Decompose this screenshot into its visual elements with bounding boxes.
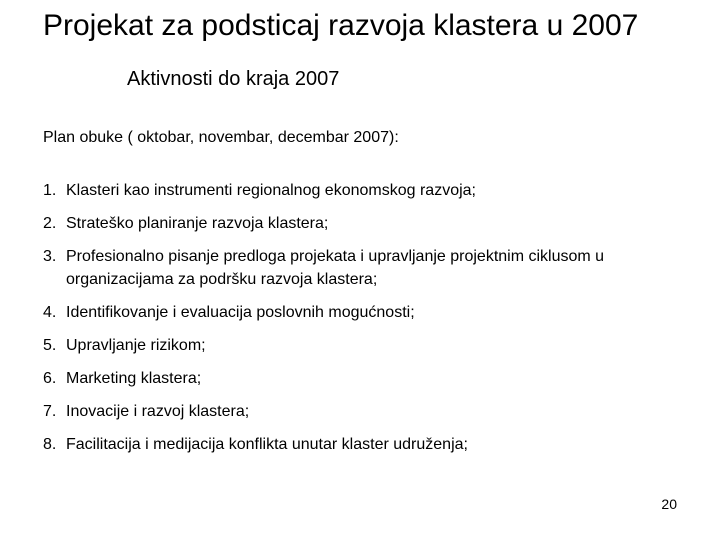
- list-item-text: Identifikovanje i evaluacija poslovnih mogućnosti;: [66, 304, 415, 321]
- list-item-number: 5.: [43, 337, 57, 354]
- page-number: 20: [661, 496, 677, 512]
- list-item-number: 8.: [43, 436, 57, 453]
- list-item-number: 3.: [43, 248, 57, 265]
- list-item-number: 4.: [43, 304, 57, 321]
- list-item-text: Upravljanje rizikom;: [66, 337, 206, 354]
- intro-text: Plan obuke ( oktobar, novembar, decembar 2007):: [43, 129, 399, 146]
- list-item-text: Facilitacija i medijacija konflikta unutar klaster udruženja;: [66, 436, 468, 453]
- list-item: [43, 179, 693, 202]
- slide-title: Projekat za podsticaj razvoja klastera u 2007: [43, 9, 639, 42]
- list-item: [43, 367, 693, 390]
- list-item-number: 2.: [43, 215, 57, 232]
- slide-subtitle: Aktivnosti do kraja 2007: [127, 68, 340, 90]
- list-item: [43, 245, 693, 291]
- list-item-text: Profesionalno pisanje predloga projekata i upravljanje projektnim ciklusom u organizacijama za podršku razvoja klastera;: [66, 248, 605, 288]
- list-item: [43, 301, 693, 324]
- list-item: [43, 433, 693, 456]
- list-item: [43, 334, 693, 357]
- list-item-text: Marketing klastera;: [66, 370, 202, 387]
- list-item-text: Inovacije i razvoj klastera;: [66, 403, 250, 420]
- list-item-number: 7.: [43, 403, 57, 420]
- training-list: [43, 179, 693, 466]
- list-item-text: Klasteri kao instrumenti regionalnog ekonomskog razvoja;: [66, 182, 476, 199]
- list-item-number: 6.: [43, 370, 57, 387]
- list-item-text: Strateško planiranje razvoja klastera;: [66, 215, 329, 232]
- list-item: [43, 400, 693, 423]
- list-item-number: 1.: [43, 182, 57, 199]
- list-item: [43, 212, 693, 235]
